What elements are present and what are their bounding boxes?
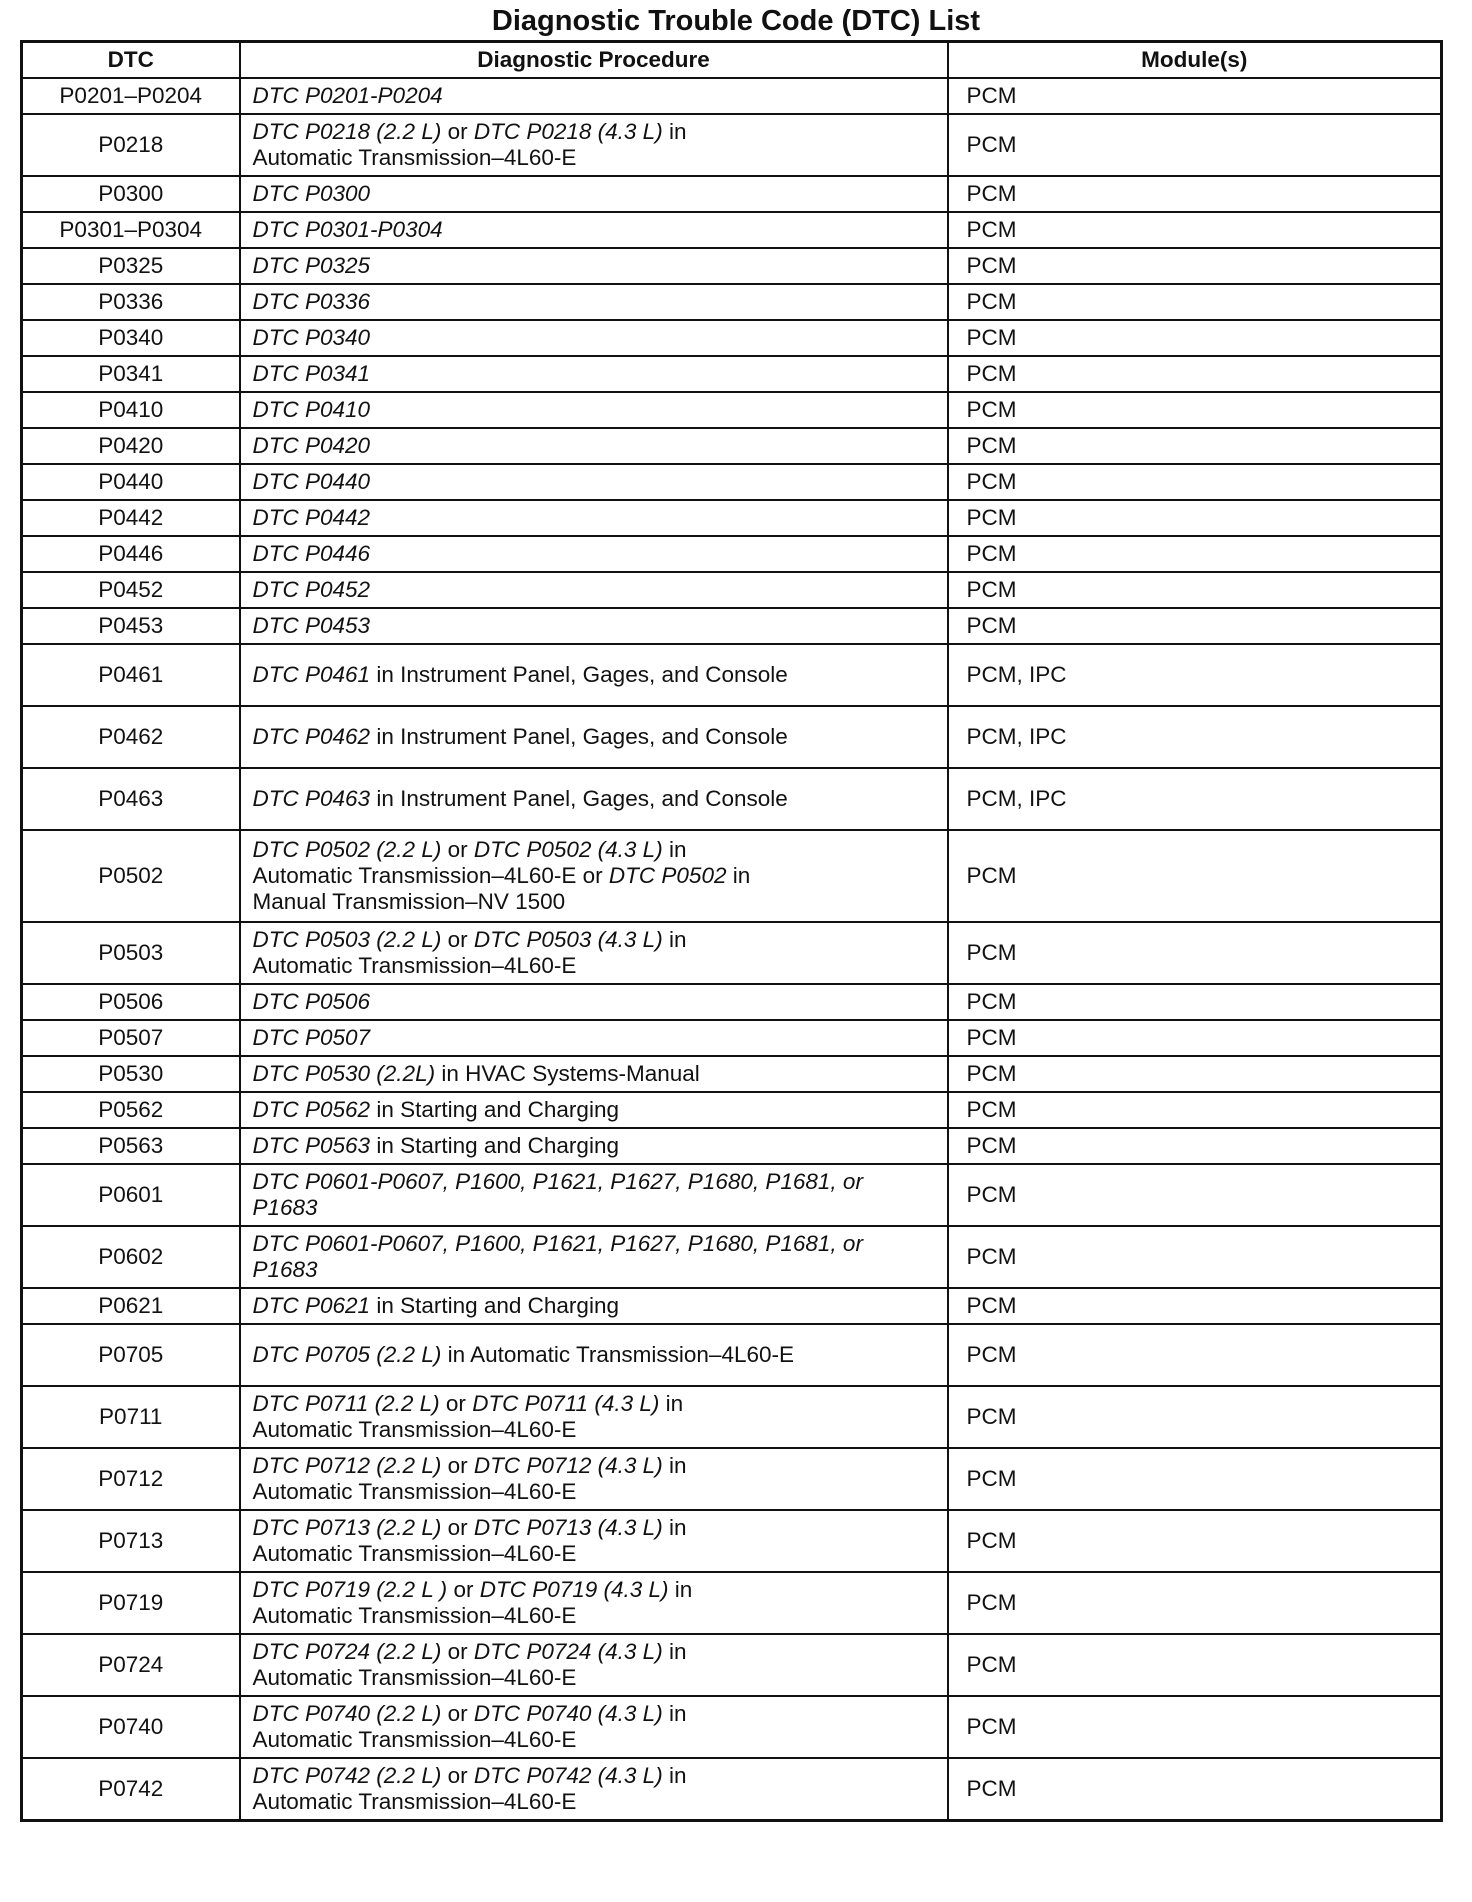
procedure-reference: DTC P0711 (2.2 L) <box>252 1391 440 1416</box>
modules: PCM <box>948 114 1442 176</box>
dtc-code: P0562 <box>22 1092 240 1128</box>
dtc-code: P0713 <box>22 1510 240 1572</box>
modules: PCM, IPC <box>948 706 1442 768</box>
procedure-reference: DTC P0452 <box>252 577 371 602</box>
header-row <box>22 42 1442 79</box>
procedure-reference: DTC P0705 (2.2 L) <box>252 1342 442 1367</box>
procedure-text: Automatic Transmission–4L60-E <box>252 1479 577 1504</box>
diagnostic-procedure <box>240 1696 948 1758</box>
procedure-text: or <box>441 119 474 144</box>
procedure-text: Automatic Transmission–4L60-E <box>252 953 577 978</box>
diagnostic-procedure <box>240 1092 948 1128</box>
procedure-text: in <box>662 837 687 862</box>
procedure-text: or <box>441 1453 474 1478</box>
dtc-code: P0742 <box>22 1758 240 1821</box>
table-row <box>22 608 1442 644</box>
procedure-text: in Starting and Charging <box>370 1097 619 1122</box>
procedure-text: in Automatic Transmission–4L60-E <box>441 1342 795 1367</box>
table-row <box>22 536 1442 572</box>
dtc-code: P0602 <box>22 1226 240 1288</box>
procedure-text: in Starting and Charging <box>370 1133 619 1158</box>
table-row <box>22 706 1442 768</box>
diagnostic-procedure <box>240 1634 948 1696</box>
modules: PCM <box>948 1324 1442 1386</box>
diagnostic-procedure <box>240 706 948 768</box>
modules: PCM <box>948 830 1442 922</box>
procedure-reference: DTC P0446 <box>252 541 371 566</box>
dtc-code: P0463 <box>22 768 240 830</box>
procedure-text: in <box>668 1577 693 1602</box>
page-title: Diagnostic Trouble Code (DTC) List <box>491 5 981 37</box>
procedure-reference: P1683 <box>252 1257 318 1282</box>
procedure-reference: DTC P0502 (2.2 L) <box>252 837 442 862</box>
diagnostic-procedure <box>240 1758 948 1821</box>
procedure-text: in <box>659 1391 684 1416</box>
procedure-reference: DTC P0601-P0607, P1600, P1621, P1627, P1680, P1681, or <box>252 1169 863 1194</box>
diagnostic-procedure <box>240 572 948 608</box>
procedure-text: Automatic Transmission–4L60-E or <box>252 863 609 888</box>
procedure-reference: DTC P0724 (2.2 L) <box>252 1639 442 1664</box>
modules: PCM <box>948 428 1442 464</box>
diagnostic-procedure <box>240 176 948 212</box>
procedure-text: or <box>441 1639 474 1664</box>
procedure-text: in <box>662 1453 687 1478</box>
diagnostic-procedure <box>240 1510 948 1572</box>
modules: PCM <box>948 1226 1442 1288</box>
procedure-text: or <box>441 837 474 862</box>
table-row <box>22 114 1442 176</box>
dtc-code: P0462 <box>22 706 240 768</box>
procedure-reference: DTC P0711 (4.3 L) <box>472 1391 660 1416</box>
dtc-code: P0452 <box>22 572 240 608</box>
table-row <box>22 1634 1442 1696</box>
diagnostic-procedure <box>240 464 948 500</box>
diagnostic-procedure <box>240 644 948 706</box>
table-header <box>22 42 1442 79</box>
diagnostic-procedure <box>240 392 948 428</box>
procedure-reference: DTC P0562 <box>252 1097 371 1122</box>
modules: PCM <box>948 284 1442 320</box>
procedure-reference: DTC P0218 (4.3 L) <box>473 119 663 144</box>
table-row <box>22 428 1442 464</box>
dtc-code: P0325 <box>22 248 240 284</box>
modules: PCM <box>948 212 1442 248</box>
table-row <box>22 500 1442 536</box>
table-row <box>22 644 1442 706</box>
procedure-text: Automatic Transmission–4L60-E <box>252 1541 577 1566</box>
dtc-code: P0503 <box>22 922 240 984</box>
procedure-text: or <box>441 1763 474 1788</box>
table-row <box>22 922 1442 984</box>
dtc-code: P0621 <box>22 1288 240 1324</box>
procedure-reference: DTC P0742 (4.3 L) <box>473 1763 663 1788</box>
modules: PCM <box>948 1386 1442 1448</box>
header-dtc: DTC <box>22 42 240 79</box>
procedure-reference: DTC P0719 (2.2 L ) <box>252 1577 448 1602</box>
dtc-code: P0453 <box>22 608 240 644</box>
diagnostic-procedure <box>240 1288 948 1324</box>
dtc-code: P0340 <box>22 320 240 356</box>
procedure-reference: P1683 <box>252 1195 318 1220</box>
table-row <box>22 176 1442 212</box>
header-modules: Module(s) <box>948 42 1442 79</box>
modules: PCM <box>948 464 1442 500</box>
header-procedure: Diagnostic Procedure <box>240 42 948 79</box>
table-row <box>22 78 1442 114</box>
modules: PCM <box>948 572 1442 608</box>
modules: PCM <box>948 1020 1442 1056</box>
procedure-reference: DTC P0453 <box>252 613 371 638</box>
procedure-text: in Starting and Charging <box>370 1293 619 1318</box>
diagnostic-procedure <box>240 1386 948 1448</box>
table-row <box>22 1448 1442 1510</box>
procedure-text: or <box>441 927 474 952</box>
procedure-text: in <box>726 863 751 888</box>
modules: PCM <box>948 248 1442 284</box>
procedure-reference: DTC P0742 (2.2 L) <box>252 1763 442 1788</box>
modules: PCM <box>948 1510 1442 1572</box>
procedure-text: or <box>441 1515 474 1540</box>
procedure-reference: DTC P0502 (4.3 L) <box>473 837 663 862</box>
diagnostic-procedure <box>240 1056 948 1092</box>
diagnostic-procedure <box>240 356 948 392</box>
dtc-code: P0563 <box>22 1128 240 1164</box>
modules: PCM <box>948 392 1442 428</box>
table-row <box>22 572 1442 608</box>
dtc-code: P0442 <box>22 500 240 536</box>
procedure-text: Automatic Transmission–4L60-E <box>252 1789 577 1814</box>
procedure-text: in HVAC Systems-Manual <box>435 1061 700 1086</box>
diagnostic-procedure <box>240 248 948 284</box>
procedure-reference: DTC P0724 (4.3 L) <box>473 1639 663 1664</box>
diagnostic-procedure <box>240 1020 948 1056</box>
table-row <box>22 1056 1442 1092</box>
procedure-reference: DTC P0463 <box>252 786 371 811</box>
table-body <box>22 78 1442 1821</box>
modules: PCM <box>948 320 1442 356</box>
dtc-code: P0705 <box>22 1324 240 1386</box>
dtc-code: P0201–P0204 <box>22 78 240 114</box>
modules: PCM <box>948 984 1442 1020</box>
dtc-table <box>20 40 1443 1822</box>
procedure-reference: DTC P0712 (2.2 L) <box>252 1453 442 1478</box>
procedure-reference: DTC P0713 (4.3 L) <box>473 1515 663 1540</box>
procedure-reference: DTC P0506 <box>252 989 371 1014</box>
table-row <box>22 1510 1442 1572</box>
dtc-code: P0440 <box>22 464 240 500</box>
diagnostic-procedure <box>240 1164 948 1226</box>
table-row <box>22 464 1442 500</box>
procedure-text: or <box>447 1577 480 1602</box>
procedure-reference: DTC P0201-P0204 <box>252 83 443 108</box>
table-row <box>22 212 1442 248</box>
modules: PCM <box>948 1448 1442 1510</box>
procedure-reference: DTC P0719 (4.3 L) <box>479 1577 669 1602</box>
procedure-reference: DTC P0507 <box>252 1025 371 1050</box>
diagnostic-procedure <box>240 922 948 984</box>
procedure-text: Automatic Transmission–4L60-E <box>252 1665 577 1690</box>
dtc-code: P0530 <box>22 1056 240 1092</box>
table-row <box>22 768 1442 830</box>
modules: PCM <box>948 1288 1442 1324</box>
table-row <box>22 1572 1442 1634</box>
dtc-code: P0712 <box>22 1448 240 1510</box>
dtc-code: P0301–P0304 <box>22 212 240 248</box>
diagnostic-procedure <box>240 500 948 536</box>
dtc-code: P0420 <box>22 428 240 464</box>
modules: PCM <box>948 608 1442 644</box>
procedure-text: Automatic Transmission–4L60-E <box>252 1603 577 1628</box>
procedure-reference: DTC P0601-P0607, P1600, P1621, P1627, P1680, P1681, or <box>252 1231 863 1256</box>
procedure-reference: DTC P0712 (4.3 L) <box>473 1453 663 1478</box>
procedure-reference: DTC P0503 (2.2 L) <box>252 927 442 952</box>
procedure-text: in <box>662 1515 687 1540</box>
diagnostic-procedure <box>240 320 948 356</box>
procedure-reference: DTC P0410 <box>252 397 371 422</box>
procedure-reference: DTC P0300 <box>252 181 371 206</box>
procedure-reference: DTC P0530 (2.2L) <box>252 1061 436 1086</box>
diagnostic-procedure <box>240 1572 948 1634</box>
table-row <box>22 830 1442 922</box>
procedure-reference: DTC P0740 (2.2 L) <box>252 1701 442 1726</box>
table-row <box>22 1092 1442 1128</box>
dtc-code: P0300 <box>22 176 240 212</box>
table-row <box>22 984 1442 1020</box>
modules: PCM <box>948 1164 1442 1226</box>
modules: PCM, IPC <box>948 768 1442 830</box>
diagnostic-procedure <box>240 608 948 644</box>
table-row <box>22 356 1442 392</box>
procedure-reference: DTC P0462 <box>252 724 371 749</box>
modules: PCM <box>948 356 1442 392</box>
procedure-text: in <box>662 927 687 952</box>
procedure-text: or <box>439 1391 473 1416</box>
diagnostic-procedure <box>240 830 948 922</box>
table-row <box>22 1696 1442 1758</box>
procedure-reference: DTC P0563 <box>252 1133 371 1158</box>
diagnostic-procedure <box>240 114 948 176</box>
table-row <box>22 320 1442 356</box>
dtc-code: P0461 <box>22 644 240 706</box>
table-row <box>22 1128 1442 1164</box>
dtc-code: P0341 <box>22 356 240 392</box>
dtc-code: P0719 <box>22 1572 240 1634</box>
table-row <box>22 1226 1442 1288</box>
dtc-code: P0336 <box>22 284 240 320</box>
diagnostic-procedure <box>240 428 948 464</box>
diagnostic-procedure <box>240 212 948 248</box>
procedure-text: Automatic Transmission–4L60-E <box>252 145 577 170</box>
procedure-text: in Instrument Panel, Gages, and Console <box>370 786 788 811</box>
diagnostic-procedure <box>240 284 948 320</box>
procedure-reference: DTC P0502 <box>608 863 727 888</box>
procedure-text: Manual Transmission–NV 1500 <box>252 889 566 914</box>
table-row <box>22 392 1442 428</box>
table-row <box>22 284 1442 320</box>
dtc-code: P0740 <box>22 1696 240 1758</box>
procedure-reference: DTC P0325 <box>252 253 371 278</box>
dtc-code: P0724 <box>22 1634 240 1696</box>
procedure-text: or <box>441 1701 474 1726</box>
modules: PCM <box>948 536 1442 572</box>
table-row <box>22 248 1442 284</box>
table-row <box>22 1758 1442 1821</box>
procedure-reference: DTC P0442 <box>252 505 371 530</box>
procedure-text: in <box>662 1763 687 1788</box>
diagnostic-procedure <box>240 768 948 830</box>
diagnostic-procedure <box>240 1128 948 1164</box>
dtc-code: P0711 <box>22 1386 240 1448</box>
table-row <box>22 1324 1442 1386</box>
dtc-code: P0507 <box>22 1020 240 1056</box>
procedure-text: Automatic Transmission–4L60-E <box>252 1417 577 1442</box>
procedure-reference: DTC P0440 <box>252 469 371 494</box>
procedure-reference: DTC P0420 <box>252 433 371 458</box>
procedure-reference: DTC P0301-P0304 <box>252 217 443 242</box>
procedure-reference: DTC P0218 (2.2 L) <box>252 119 442 144</box>
procedure-reference: DTC P0503 (4.3 L) <box>473 927 663 952</box>
modules: PCM <box>948 1128 1442 1164</box>
procedure-text: in <box>662 1701 687 1726</box>
table-row <box>22 1386 1442 1448</box>
modules: PCM <box>948 1572 1442 1634</box>
modules: PCM <box>948 922 1442 984</box>
procedure-text: in Instrument Panel, Gages, and Console <box>370 724 788 749</box>
dtc-code: P0410 <box>22 392 240 428</box>
procedure-reference: DTC P0336 <box>252 289 371 314</box>
modules: PCM <box>948 1696 1442 1758</box>
procedure-reference: DTC P0341 <box>252 361 371 386</box>
procedure-reference: DTC P0713 (2.2 L) <box>252 1515 442 1540</box>
dtc-code: P0218 <box>22 114 240 176</box>
procedure-reference: DTC P0340 <box>252 325 371 350</box>
modules: PCM <box>948 1056 1442 1092</box>
modules: PCM, IPC <box>948 644 1442 706</box>
diagnostic-procedure <box>240 984 948 1020</box>
procedure-text: in <box>662 119 687 144</box>
diagnostic-procedure <box>240 1226 948 1288</box>
diagnostic-procedure <box>240 78 948 114</box>
procedure-reference: DTC P0621 <box>252 1293 371 1318</box>
procedure-text: in Instrument Panel, Gages, and Console <box>370 662 788 687</box>
procedure-reference: DTC P0461 <box>252 662 371 687</box>
modules: PCM <box>948 1634 1442 1696</box>
modules: PCM <box>948 176 1442 212</box>
dtc-code: P0502 <box>22 830 240 922</box>
table-row <box>22 1164 1442 1226</box>
diagnostic-procedure <box>240 536 948 572</box>
modules: PCM <box>948 1758 1442 1821</box>
dtc-code: P0446 <box>22 536 240 572</box>
modules: PCM <box>948 1092 1442 1128</box>
diagnostic-procedure <box>240 1448 948 1510</box>
procedure-text: Automatic Transmission–4L60-E <box>252 1727 577 1752</box>
procedure-reference: DTC P0740 (4.3 L) <box>473 1701 663 1726</box>
dtc-code: P0601 <box>22 1164 240 1226</box>
table-row <box>22 1020 1442 1056</box>
procedure-text: in <box>662 1639 687 1664</box>
diagnostic-procedure <box>240 1324 948 1386</box>
table-row <box>22 1288 1442 1324</box>
modules: PCM <box>948 78 1442 114</box>
dtc-code: P0506 <box>22 984 240 1020</box>
modules: PCM <box>948 500 1442 536</box>
